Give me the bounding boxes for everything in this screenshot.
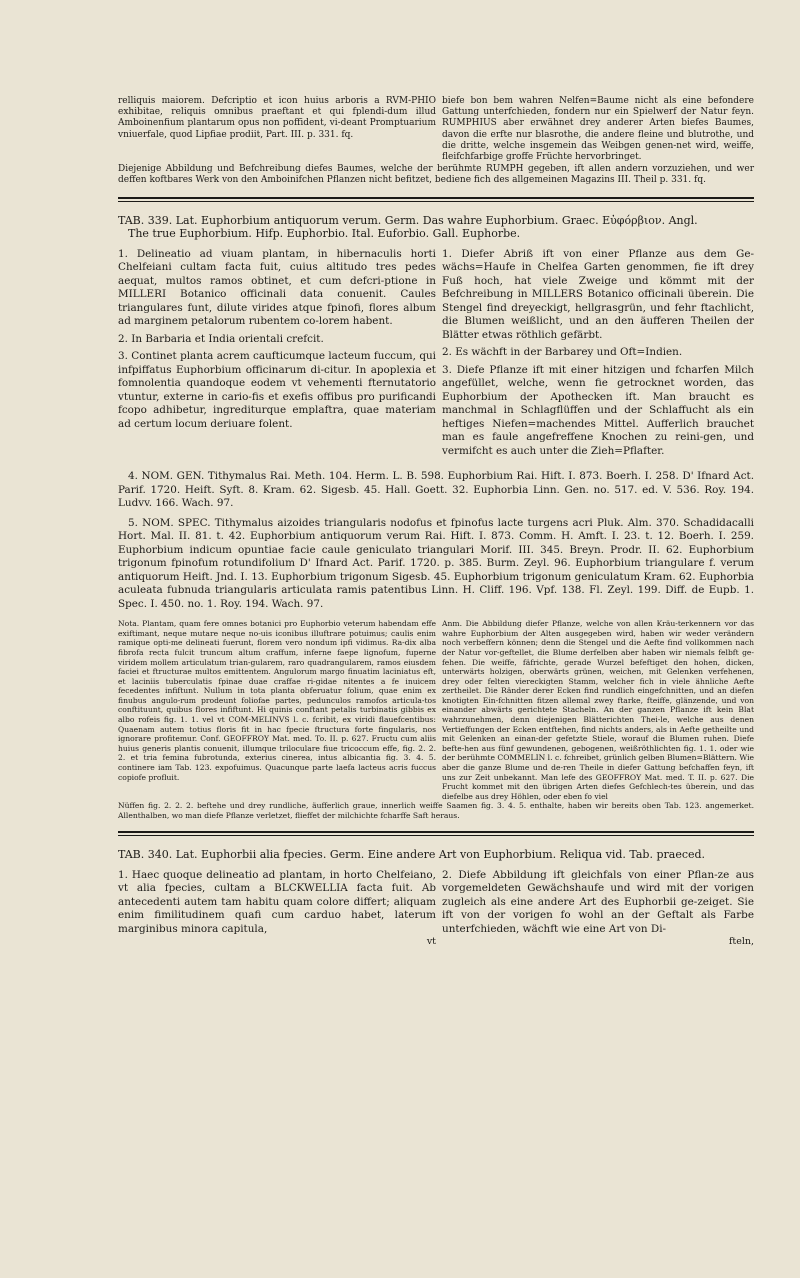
- latin-note: Nota. Plantam, quam fere omnes botanici pro Euphorbio veterum habendam effe exiftimant, neque mutare neque no-uis iconibus illuftrare potuimus; caulis enim ramique opti-me delineati fuerunt, florem vero nondum ipfi vidimus. Ra-dix alba fibrofa recta fulcit truncum altum craffum, inferne faepe lignofum, fuperne viridem mollem articulatum trian-gularem, raro quadrangularem, ramos eiusdem faciei et ftructurae multos emittentem. Angulorum margo finuatim laciniatus eft, et laciniis tuberculatis fpinae duae craffae ri-gidae nitentes a fe inuicem fecedentes infiftunt. Nullum in tota planta obferuatur folium, quae enim ex finubus angulo-rum prodeunt foliofae partes, pedunculos ramofos articula-tos conftituunt, quibus flores infiftunt. Hi quinis conftant petalis turbinatis gibbis ex albo rofeis fig. 1. 1. vel vt COM-MELINVS l. c. fcribit, ex viridi flauefcentibus: Quaenam autem totius floris fit in hac fpecie ftructura forte fingularis, nos ignorare profitemur. Conf. GEOFFROY Mat. med. To. II. p. 627. Fructu cum aliis huius generis plantis conuenit, illumque triloculare fiue tricoccum effe, fig. 2. 2. 2. et tria femina fubrotunda, exterius cinerea, intus albicantia fig. 3. 4. 5. continere iam Tab. 123. expofuimus. Quacunque parte laefa lacteus acris fuccus copiofe profluit.: [118, 619, 436, 782]
- nomen-specificum: 5. NOM. SPEC. Tithymalus aizoides triangularis nodofus et fpinofus lacte turgens acri Pluk. Alm. 370. Schadidacalli Hort. Mal. II. 81. t. 42. Euphorbium antiquorum verum Rai. Hift. I. 873. Comm. H. Amft. I. 23. t. 12. Boerh. I. 259. Euphorbium indicum opuntiae facie caule geniculato triangulari Morif. III. 345. Breyn. Prodr. II. 62. Euphorbium trigonum fpinofum rotundifolium D' Ifnard Act. Parif. 1720. p. 385. Burm. Zeyl. 96. Euphorbium triangulare f. verum antiquorum Heift. Jnd. I. 13. Euphorbium trigonum Sigesb. 45. Euphorbium trigonum geniculatum Kram. 62. Euphorbia aculeata fubnuda triangularis articulata ramis patentibus Linn. H. Cliff. 196. Vpf. 138. Fl. Zeyl. 199. Diff. de Eupb. 1. Spec. I. 450. no. 1. Roy. 194. Wach. 97.: [118, 516, 754, 610]
- tab-340-latin-paragraph: 1. Haec quoque delineatio ad plantam, in horto Chelfeiano, vt alia fpecies, cultam a BLCKWELLIA facta fuit. Ab antecedenti autem tam habitu quam colore differt; aliquam enim fimilitudinem quafi cum carduo habet, laterum marginibus minora capitula,: [118, 868, 436, 935]
- catchword-left: vt: [426, 936, 436, 948]
- german-paragraph-2: 2. Es wächft in der Barbarey und Oft=Indien.: [442, 346, 683, 359]
- section-divider-2: [118, 831, 754, 836]
- latin-paragraph-3: 3. Continet planta acrem caufticumque lacteum fuccum, qui infpiffatus Euphorbium officinarum di-citur. In apoplexia et fomnolentia quandoque eodem vt vehementi fternutatorio vtuntur, externe in cario-fis et exefis offibus pro purificandi fcopo adhibetur, ingrediturque emplaftra, quae materiam ad certum locum deriuare folent.: [118, 350, 436, 430]
- german-note: Anm. Die Abbildung diefer Pflanze, welche von allen Kräu-terkennern vor das wahre Euphorbium der Alten ausgegeben wird, haben wir weder verändern noch verbeffern können; denn die Stengel und die Aefte find vollkommen nach der Natur vor-geftellet, die Blume derfelben aber haben wir niemals felbft ge-fehen. Die weiffe, fäfrichte, gerade Wurzel befeftiget den hohen, dicken, unterwärts holzigen, oberwärts grünen, weichen, mit Gelenken verfehenen, drey oder felten viereckigten Stamm, welcher fich in viele ähnliche Aefte zertheilet. Die Ränder derer Ecken find rundlich eingefchnitten, und an diefen knotigten Ein-fchnitten fitzen allemal zwey ftarke, fteiffe, glänzende, und von einander abwärts gerichtete Stacheln. An der ganzen Pflanze ift kein Blat wahrzunehmen, denn diejenigen Blätterichten Thei-le, welche aus denen Vertieffungen der Ecken entftehen, find nichts anders, als in Aefte getheilte und mit Gelenken an einan-der gefetzte Stiele, worauf die Blumen ruhen. Diefe befte-hen aus fünf gewundenen, gebogenen, weißröthlichten fig. 1. 1. oder wie der berühmte COMMELIN l. c. fchreibet, grünlich gelben Blumen=Blättern. Wie aber die ganze Blume und de-ren Theile in diefer Gattung befchaffen feyn, ift uns zur Zeit unbekannt. Man lefe des GEOFFROY Mat. med. T. II. p. 627. Die Frucht kommet mit den übrigen Arten diefes Gefchlech-tes überein, und das diefelbe aus drey Höhlen, oder eben fo viel: [442, 619, 754, 801]
- tab-340-heading: TAB. 340. Lat. Euphorbii alia fpecies. Germ. Eine andere Art von Euphorbium. Reliqua vid. Tab. praeced.: [118, 847, 706, 861]
- tab-339-notes-columns: [118, 619, 754, 801]
- german-paragraph-1: 1. Diefer Abriß ift von einer Pflanze aus dem Ge-wächs=Haufe in Chelfea Garten genommen, fie ift drey Fuß hoch, hat viele Zweige und kömmt mit der Befchreibung in MILLERS Botanico officinali überein. Die Stengel find dreyeckigt, hellgrasgrün, und fehr ftachlicht, die Blumen weißlicht, und an den äufferen Theilen der Blätter etwas röthlich gefärbt.: [442, 247, 754, 341]
- catchwords: [118, 936, 754, 948]
- nomen-genericum: 4. NOM. GEN. Tithymalus Rai. Meth. 104. Herm. L. B. 598. Euphorbium Rai. Hift. I. 873. Boerh. I. 258. D' Ifnard Act. Parif. 1720. Heift. Syft. 8. Kram. 62. Sigesb. 45. Hall. Goett. 32. Euphorbia Linn. Gen. no. 517. ed. V. 536. Roy. 194. Ludvv. 166. Wach. 97.: [118, 470, 754, 510]
- tab-339-columns: [118, 248, 754, 459]
- german-note-continuation: Nüffen fig. 2. 2. 2. beftehe und drey rundliche, äufferlich graue, innerlich weiffe Saamen fig. 3. 4. 5. enthalte, haben wir bereits oben Tab. 123. angemerket. Allenthalben, wo man diefe Pflanze verletzet, flieffet der milchichte fcharffe Saft heraus.: [118, 801, 754, 820]
- latin-paragraph-2: 2. In Barbaria et India orientali crefcit.: [118, 332, 324, 345]
- section-divider: [118, 197, 754, 202]
- tab-340-columns: [118, 869, 754, 937]
- top-latin-text: relliquis maiorem. Defcriptio et icon huius arboris a RVM-PHIO exhibitae, reliquis omnibus praeftant et qui fplendi-dum illud Amboinenfium plantarum opus non poffident, vi-deant Promptuarium vniuerfale, quod Lipfiae prodiit, Part. III. p. 331. fq.: [118, 96, 436, 140]
- tab-339-german-column: [442, 248, 754, 459]
- page-content: [118, 96, 754, 948]
- tab-339-heading: [118, 214, 754, 240]
- top-columns: [118, 96, 754, 163]
- tab-340-german-paragraph: 2. Diefe Abbildung ift gleichfals von einer Pflan-ze aus vorgemeldeten Gewächshaufe und wird mit der vorigen zugleich als eine andere Art des Euphorbii ge-zeiget. Sie ift von der vorigen fo wohl an der Geftalt als Farbe unterfchieden, wächft wie eine Art von Di-: [442, 868, 754, 935]
- tab-339-heading-line-1: TAB. 339. Lat. Euphorbium antiquorum verum. Germ. Das wahre Euphorbium. Graec. Εὐφόρβιον. Angl.: [118, 213, 698, 227]
- top-german-text: biefe bon bem wahren Nelfen=Baume nicht als eine befondere Gattung unterfchieden, fondern nur ein Spielwerf der Natur feyn. RUMPHIUS aber erwähnet drey anderer Arten biefes Baumes, davon die erfte nur blasrothe, die andere fleine und blutrothe, und die dritte, welche insgemein das Weibgen genen-net wird, weiffe, fleifchfarbige groffe Früchte hervorbringet.: [442, 96, 754, 163]
- latin-paragraph-1: 1. Delineatio ad viuam plantam, in hibernaculis horti Chelfeiani cultam facta fuit, cuius altitudo tres pedes aequat, multos ramos obtinet, et cum defcri-ptione in MILLERI Botanico officinali data conuenit. Caules triangulares funt, dilute virides atque fpinofi, flores album ad marginem petalorum rubentem co-lorem habent.: [118, 247, 436, 328]
- tab-339-heading-line-2: The true Euphorbium. Hifp. Euphorbio. Ital. Euforbio. Gall. Euphorbe.: [128, 226, 521, 240]
- top-full-width-text: Diejenige Abbildung und Befchreibung diefes Baumes, welche der berühmte RUMPH gegeben, ift allen andern vorzuziehen, und wer deffen koftbares Werk von den Amboinifchen Pflanzen nicht befitzet, bediene fich des allgemeinen Magazins III. Theil p. 331. fq.: [118, 164, 754, 186]
- tab-339-latin-column: [118, 248, 436, 459]
- catchword-right: fteln,: [728, 936, 754, 948]
- german-paragraph-3: 3. Diefe Pflanze ift mit einer hitzigen und fcharfen Milch angefüllet, welche, wenn fie getrocknet worden, das Euphorbium der Apothecken ift. Man braucht es manchmal in Schlagflüffen und der Schlaffucht als ein heftiges Niefen=machendes Mittel. Aufferlich brauchet man es faule angefreffene Knochen zu reini-gen, und vermifcht es auch unter die Zieh=Pflafter.: [442, 363, 754, 457]
